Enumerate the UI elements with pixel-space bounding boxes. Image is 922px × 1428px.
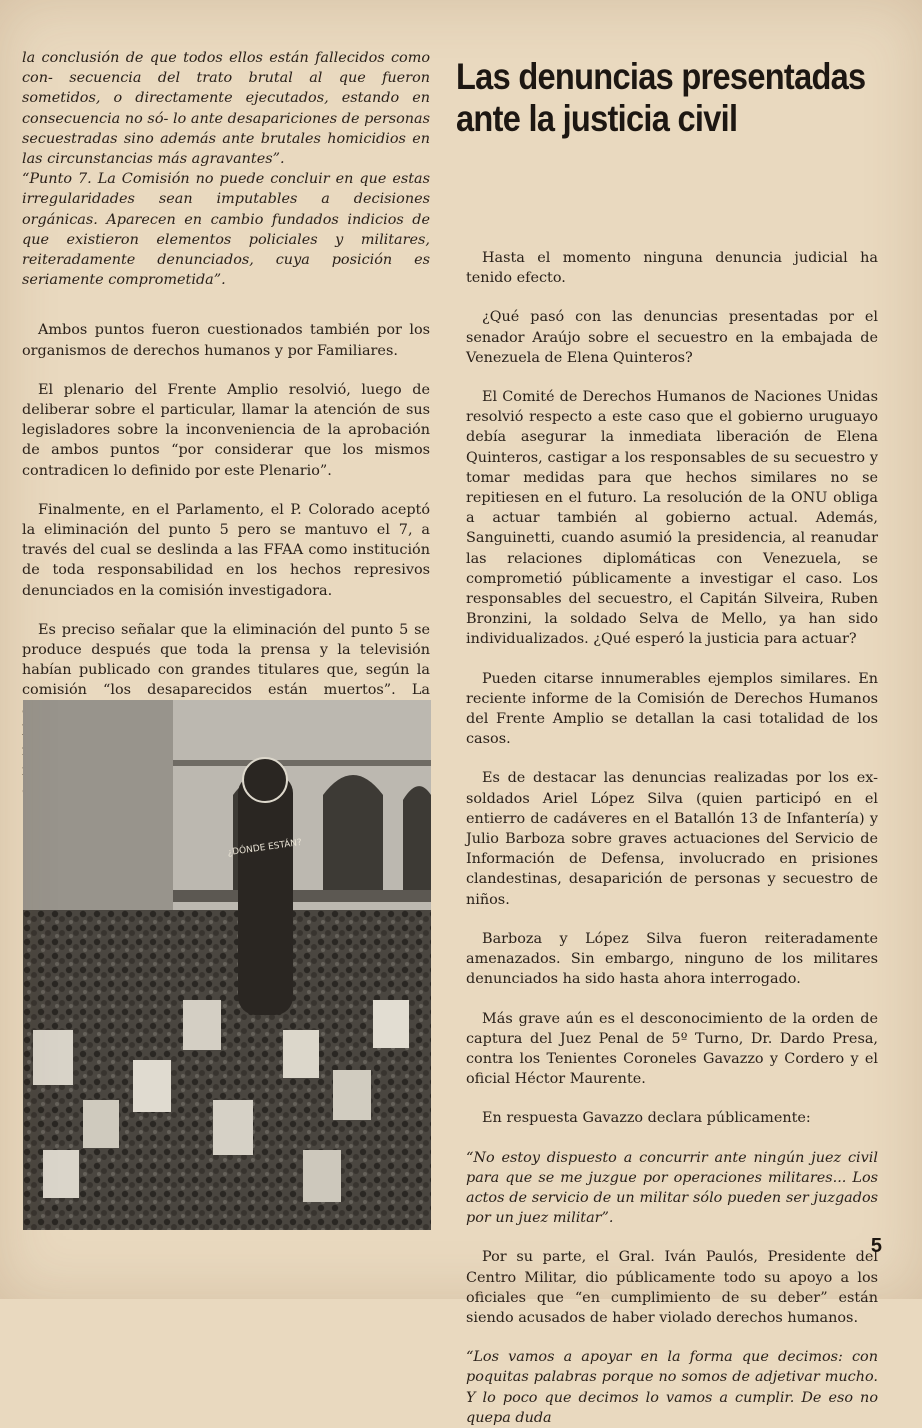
paragraph: Barboza y López Silva fueron reiteradamente amenazados. Sin embargo, ninguno de los militares denunciados ha sido hasta ahora interrogado. — [466, 930, 878, 988]
quote-continuation — [22, 48, 430, 169]
paulos-quote: “Los vamos a apoyar en la forma que decimos: con poquitas palabras porque no somos de adjetivar mucho. Y lo poco que decimos lo vamos a cumplir. De eso no quepa duda — [466, 1349, 878, 1426]
protest-photo — [23, 700, 431, 1230]
article-headline — [456, 56, 870, 140]
quote-line: además ante brutales homicidios en las circunstancias — [22, 130, 430, 168]
quote-line: más agravantes”. — [157, 151, 285, 168]
paragraph: Ambos puntos fueron cuestionados también por los organismos de derechos humanos y por Familiares. — [22, 322, 430, 359]
paragraph: Hasta el momento ninguna denuncia judicial ha tenido efecto. — [466, 250, 878, 287]
left-column — [22, 48, 430, 802]
protest-sign-text: ¿DÓNDE ESTÁN? — [226, 837, 303, 859]
quote-line: secuencia del trato brutal al que fueron sometidos, o — [22, 70, 430, 107]
paragraph: Por su parte, el Gral. Iván Paulós, Presidente del Centro Militar, dio públicamente todo su apoyo a los oficiales que “en cumplimiento de su deber” están siendo acusados de haber violado derechos humanos. — [466, 1249, 878, 1326]
right-column — [456, 48, 878, 1428]
quote-line: lo ante desapariciones de personas secuestradas sino — [22, 110, 431, 147]
headline-spacer — [466, 140, 878, 248]
paragraph: ¿Qué pasó con las denuncias presentadas por el senador Araújo sobre el secuestro en la embajada de Venezuela de Elena Quinteros? — [466, 309, 878, 366]
quote-line: directamente ejecutados, estando en consecuencia no só- — [22, 90, 430, 127]
protest-photo-illustration — [23, 700, 431, 1230]
punto-7-quote: “Punto 7. La Comisión no puede concluir en que estas irregularidades sean imputables a decisiones orgánicas. Aparecen en cambio fundados indicios de que existieron elementos policiales y militares, reiteradamente denunciados, cuya posición es seriamente comprometida”. — [22, 171, 430, 289]
paragraph: El plenario del Frente Amplio resolvió, luego de deliberar sobre el particular, llamar la atención de sus legisladores sobre la inconveniencia de la aprobación de ambos puntos “por considerar que los mismos contradicen lo definido por este Plenario”. — [22, 381, 430, 479]
paragraph: Es de destacar las denuncias realizadas por los ex-soldados Ariel López Silva (quien participó en el entierro de cadáveres en el Batallón 13 de Infantería) y Julio Barboza sobre graves actuaciones del Servicio de Información de Defensa, involucrado en prisiones clandestinas, desaparición de personas y secuestro de niños. — [466, 770, 878, 908]
paragraph: Pueden citarse innumerables ejemplos similares. En reciente informe de la Comisión de Derechos Humanos del Frente Amplio se detallan la casi totalidad de los casos. — [466, 670, 878, 748]
headline-line: ante la justicia civil — [456, 98, 738, 139]
paragraph: Más grave aún es el desconocimiento de la orden de captura del Juez Penal de 5º Turno, Dr. Dardo Presa, contra los Tenientes Coroneles Gavazzo y Cordero y el oficial Héctor Maurente. — [466, 1010, 878, 1088]
paragraph: Finalmente, en el Parlamento, el P. Colorado aceptó la eliminación del punto 5 pero se mantuvo el 7, a través del cual se deslinda a las FFAA como institución de toda responsabilidad en los hechos represivos denunciados en la comisión investigadora. — [22, 501, 430, 599]
paragraph: Es preciso señalar que la eliminación del punto 5 se produce después que toda la prensa y la televisión habían publicado con grandes titulares que, según la comisión “los desaparecidos están muertos”. La — [22, 621, 430, 699]
paragraph: El Comité de Derechos Humanos de Naciones Unidas resolvió respecto a este caso que el gobierno uruguayo debía asegurar la inmediata liberación de Elena Quinteros, castigar a los responsables de su secuestro y tomar medidas para que hechos similares no se repitiesen en el futuro. La resolución de la ONU obliga a actuar también al gobierno actual. Además, Sanguinetti, cuando asumió la presidencia, al reanudar las relaciones diplomáticas con Venezuela, se comprometió públicamente a investigar el caso. Los responsables del secuestro, el Capitán Silveira, Ruben Bronzini, la soldado Selva de Mello, ya han sido individualizados. ¿Qué esperó la justicia para actuar? — [466, 389, 878, 648]
quote-line: la conclusión de que todos ellos están fallecidos como con- — [22, 50, 430, 87]
gavazzo-quote: “No estoy dispuesto a concurrir ante ningún juez civil para que se me juzgue por operaciones militares... Los actos de servicio de un militar sólo pueden ser juzgados por un juez militar”. — [466, 1149, 878, 1227]
paragraph: En respuesta Gavazzo declara públicamente: — [482, 1110, 811, 1127]
headline-line: Las denuncias presentadas — [456, 56, 866, 97]
page-number: 5 — [870, 1235, 882, 1257]
